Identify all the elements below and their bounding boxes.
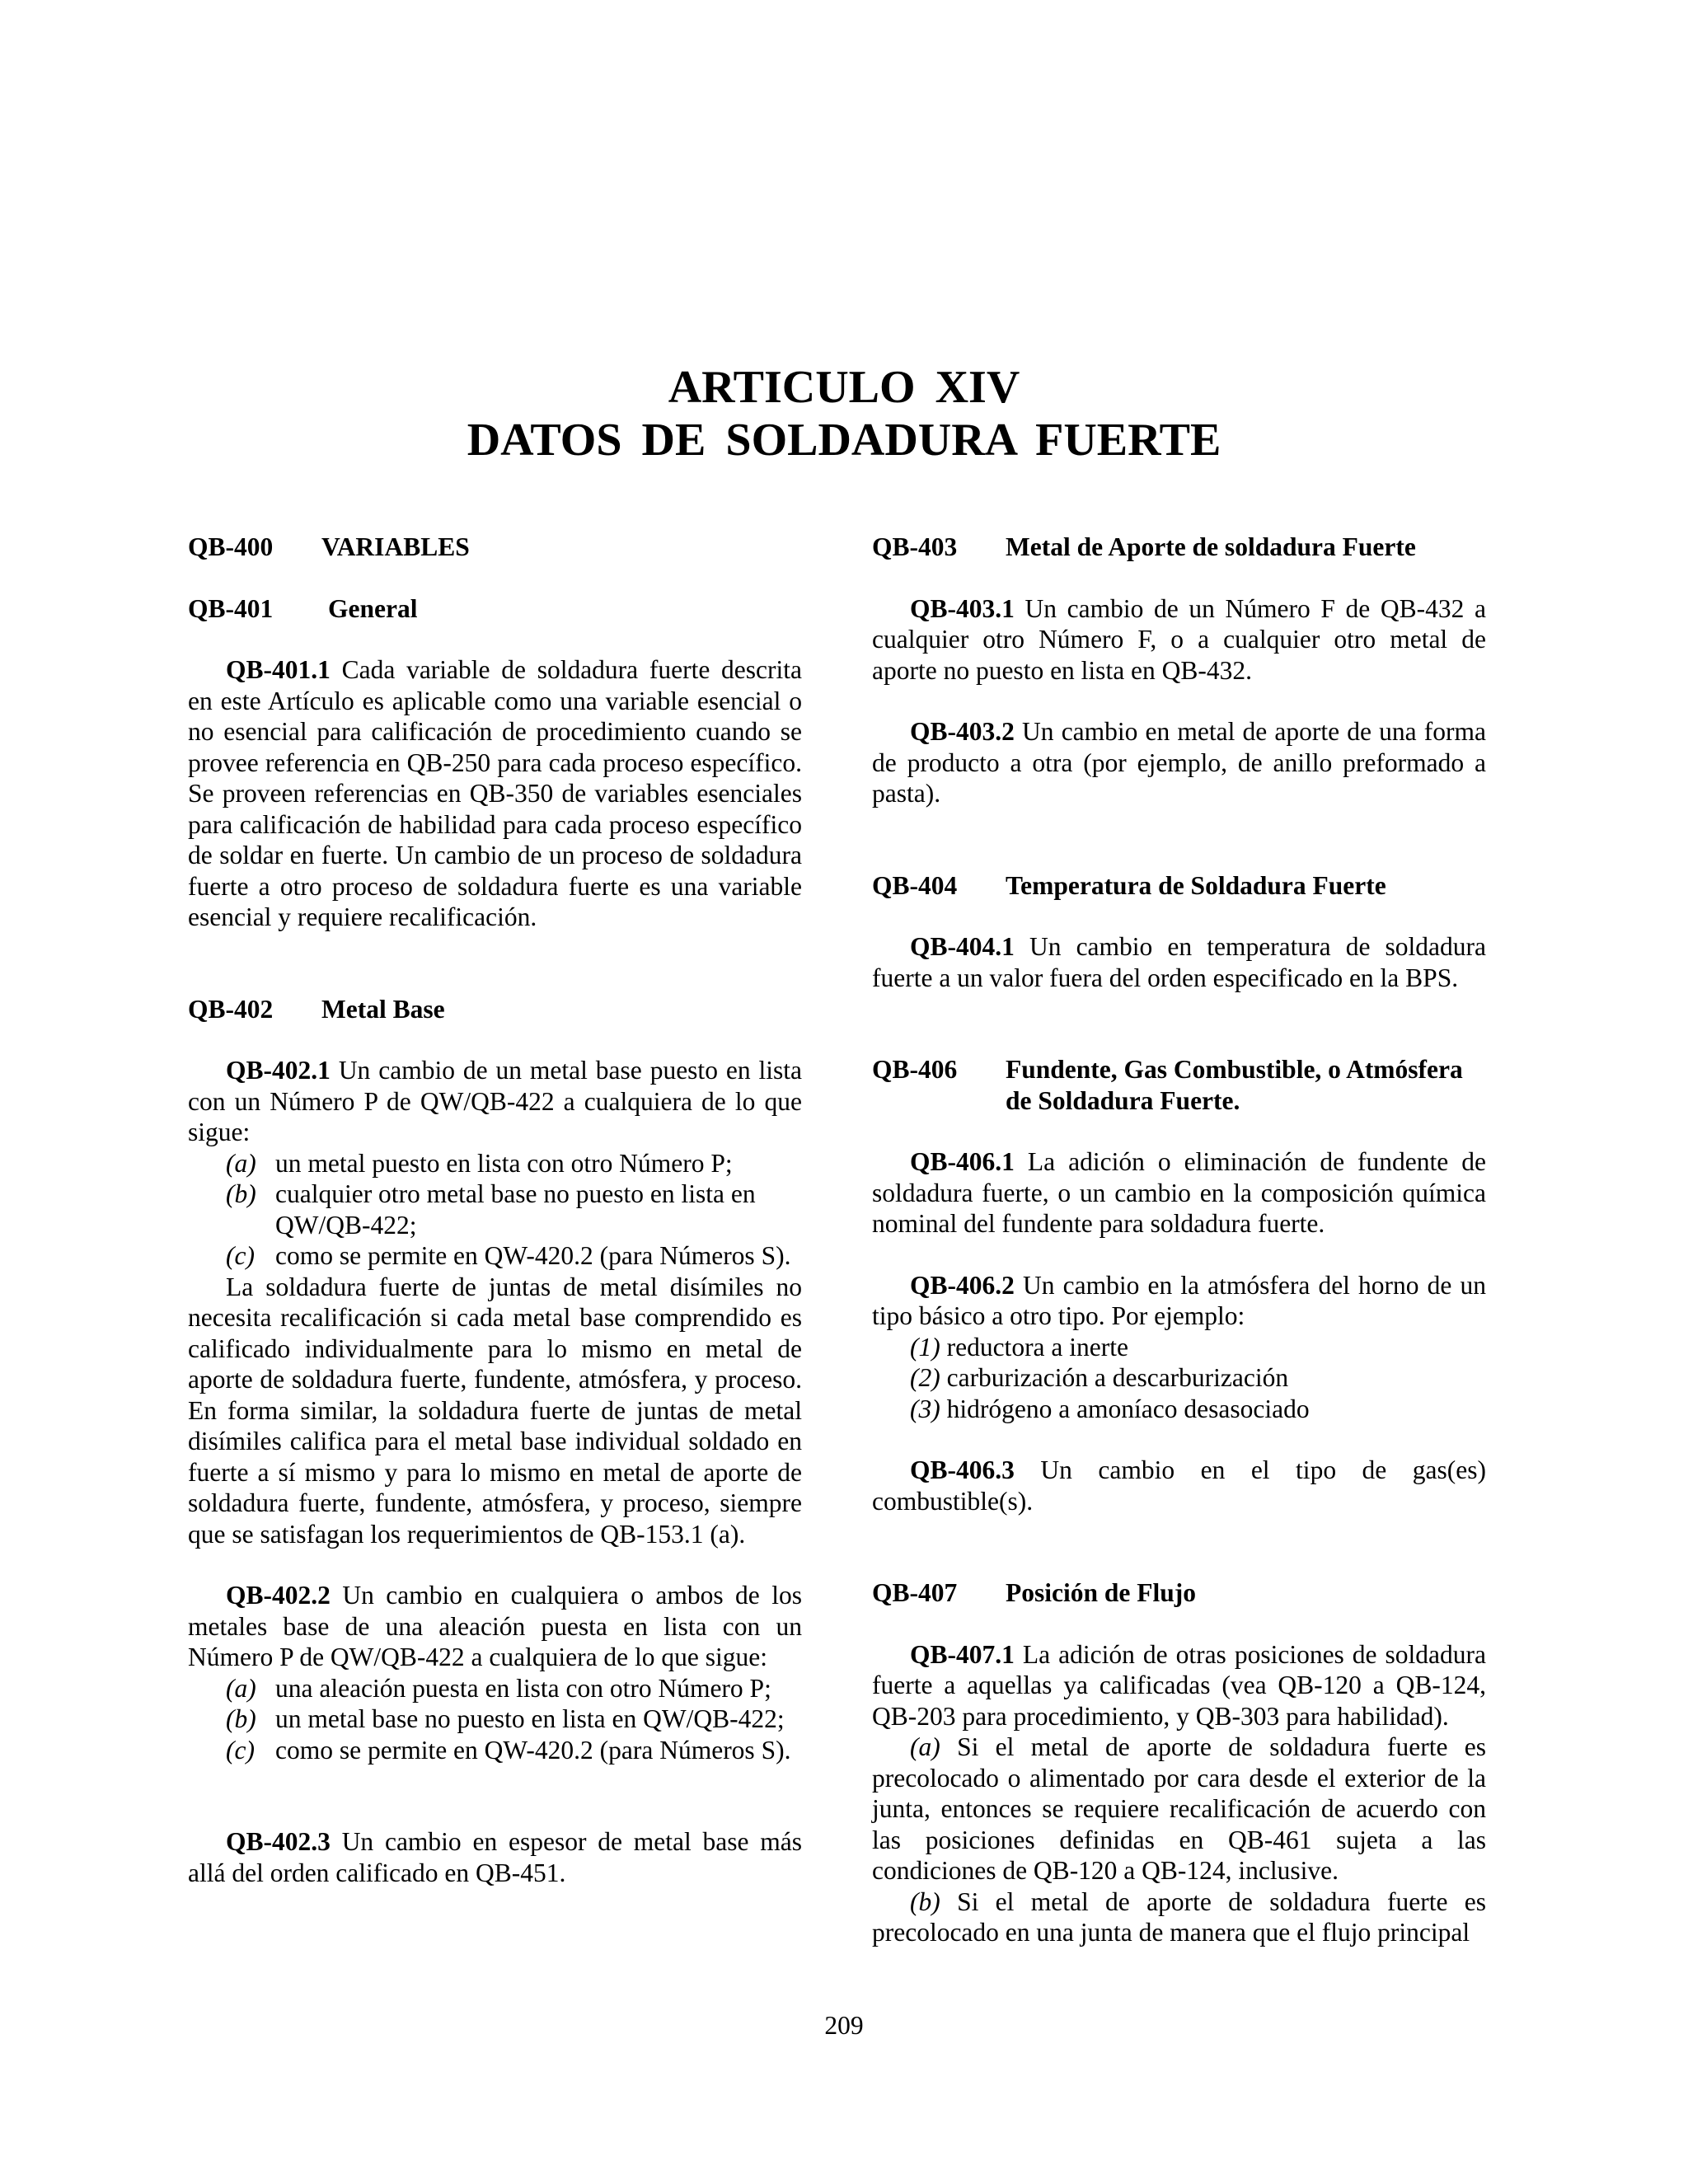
item-text: Si el metal de aporte de soldadura fuerte es precolocado o alimentado por cara desde el exterior de la junta, entonces se requiere recalificación de acuerdo con las posiciones definidas en QB-461 sujeta a las condiciones de QB-120 a QB-124, inclusive. — [872, 1732, 1486, 1885]
section-title: Metal Base — [321, 994, 445, 1024]
section-heading-qb407 — [872, 1577, 1486, 1609]
list-item — [188, 1704, 802, 1735]
item-label: (a) — [226, 1148, 256, 1178]
section-title: Posición de Flujo — [1006, 1578, 1197, 1607]
section-heading-qb403 — [872, 532, 1486, 563]
list-item — [872, 1332, 1486, 1363]
title-line-2: DATOS DE SOLDADURA FUERTE — [467, 415, 1221, 466]
paragraph-qb406-3 — [872, 1455, 1486, 1516]
section-number: QB-400 — [188, 532, 274, 561]
paragraph-qb406-1 — [872, 1146, 1486, 1240]
section-heading-qb402 — [188, 994, 802, 1025]
paragraph-text: Un cambio en metal de aporte de una forma de producto a otra (por ejemplo, de anillo preformado a pasta). — [872, 717, 1487, 808]
left-column — [188, 532, 802, 1919]
section-title: General — [328, 593, 418, 623]
page-title — [0, 361, 1688, 466]
paragraph-text: Un cambio de un metal base puesto en lista con un Número P de QW/QB-422 a cualquiera de lo que sigue: — [188, 1056, 802, 1146]
section-number: QB-407 — [872, 1578, 958, 1607]
section-number: QB-401 — [188, 593, 274, 623]
paragraph-text: Un cambio en la atmósfera del horno de un tipo básico a otro tipo. Por ejemplo: — [872, 1270, 1486, 1330]
section-heading-qb400 — [188, 532, 802, 563]
section-number: QB-403 — [872, 532, 958, 561]
paragraph-qb407-1 — [872, 1639, 1486, 1732]
item-text: como se permite en QW-420.2 (para Números S). — [275, 1735, 791, 1765]
paragraph-qb404-1 — [872, 931, 1486, 993]
item-label: (3) — [910, 1394, 940, 1423]
paragraph-id: QB-407.1 — [910, 1639, 1015, 1669]
item-text: carburización a descarburización — [946, 1363, 1289, 1392]
section-number: QB-406 — [872, 1055, 958, 1084]
paragraph-text: Un cambio en el tipo de gas(es) combustible(s). — [872, 1455, 1486, 1516]
paragraph-text: Un cambio de un Número F de QB-432 a cualquier otro Número F, o a cualquier otro metal de aporte no puesto en lista en QB-432. — [872, 593, 1486, 685]
paragraph-qb402-3 — [188, 1826, 802, 1888]
section-number: QB-402 — [188, 994, 274, 1024]
section-title-line-1: Fundente, Gas Combustible, o Atmósfera — [1006, 1055, 1463, 1084]
item-text: hidrógeno a amoníaco desasociado — [946, 1394, 1310, 1423]
page-number: 209 — [824, 2011, 864, 2040]
item-text: como se permite en QW-420.2 (para Números S). — [275, 1241, 791, 1270]
paragraph-id: QB-406.2 — [910, 1270, 1015, 1300]
section-heading-qb404 — [872, 870, 1486, 902]
item-text: reductora a inerte — [946, 1332, 1128, 1361]
paragraph-qb407-1-a — [872, 1732, 1486, 1886]
paragraph-id: QB-401.1 — [226, 655, 331, 684]
paragraph-id: QB-402.2 — [226, 1581, 331, 1610]
item-label: (b) — [226, 1704, 256, 1733]
paragraph-id: QB-406.3 — [910, 1455, 1015, 1484]
title-line-1: ARTICULO XIV — [668, 362, 1020, 413]
paragraph-qb402-1-continued: La soldadura fuerte de juntas de metal disímiles no necesita recalificación si cada metal base comprendido es calificado individualmente para lo mismo en metal de aporte de soldadura fuerte, fundente, atmósfera, y proceso. En forma similar, la soldadura fuerte de juntas de metal disímiles califica para el metal base individual soldado en fuerte a sí mismo y para lo mismo en metal de aporte de soldadura fuerte, fundente, atmósfera, y proceso, siempre que se satisfagan los requerimientos de QB-153.1 (a). — [188, 1272, 802, 1549]
item-label: (b) — [226, 1179, 256, 1208]
list-item — [188, 1673, 802, 1704]
paragraph-text: La adición de otras posiciones de soldadura fuerte a aquellas ya calificadas (vea QB-120 a QB-124, QB-203 para procedimiento, y QB-303 para habilidad). — [872, 1639, 1487, 1731]
paragraph-qb402-2 — [188, 1580, 802, 1673]
paragraph-text: Un cambio en cualquiera o ambos de los metales base de una aleación puesta en lista con un Número P de QW/QB-422 a cualquiera de lo que sigue: — [188, 1581, 802, 1671]
section-heading-qb401 — [188, 593, 802, 625]
list-item — [188, 1179, 802, 1240]
paragraph-qb403-2 — [872, 716, 1486, 809]
paragraph-qb406-2 — [872, 1270, 1486, 1332]
item-label: (a) — [910, 1732, 940, 1761]
paragraph-id: QB-402.1 — [226, 1056, 331, 1085]
paragraph-text: Un cambio en temperatura de soldadura fuerte a un valor fuera del orden especificado en la BPS. — [872, 932, 1486, 992]
list-item — [188, 1240, 802, 1272]
list-item — [188, 1735, 802, 1766]
paragraph-id: QB-403.2 — [910, 717, 1015, 746]
section-number: QB-404 — [872, 870, 958, 900]
item-text: una aleación puesta en lista con otro Número P; — [275, 1673, 771, 1703]
item-label: (c) — [226, 1241, 255, 1270]
paragraph-qb407-1-b — [872, 1886, 1486, 1948]
paragraph-text: Un cambio en espesor de metal base más allá del orden calificado en QB-451. — [188, 1827, 803, 1887]
section-title: Metal de Aporte de soldadura Fuerte — [1006, 532, 1416, 561]
item-text: un metal puesto en lista con otro Número P; — [275, 1148, 733, 1178]
item-label: (a) — [226, 1673, 256, 1703]
paragraph-qb403-1 — [872, 593, 1486, 687]
list-item — [872, 1394, 1486, 1425]
item-label: (2) — [910, 1363, 940, 1392]
section-title — [1006, 1054, 1486, 1116]
paragraph-text: Cada variable de soldadura fuerte descrita en este Artículo es aplicable como una variable esencial o no esencial para calificación de procedimiento cuando se provee referencia en QB-250 para cada proceso específico. Se proveen referencias en QB-350 de variables esenciales para calificación de habilidad para cada proceso específico de soldar en fuerte. Un cambio de un proceso de soldadura fuerte a otro proceso de soldadura fuerte es una variable esencial y requiere recalificación. — [188, 655, 802, 931]
section-title: VARIABLES — [321, 532, 470, 561]
paragraph-text: La adición o eliminación de fundente de soldadura fuerte, o un cambio en la composición química nominal del fundente para soldadura fuerte. — [872, 1147, 1487, 1238]
list-item — [188, 1148, 802, 1179]
list-item — [872, 1362, 1486, 1394]
item-label: (c) — [226, 1735, 255, 1765]
paragraph-id: QB-406.1 — [910, 1147, 1015, 1176]
right-column — [872, 532, 1486, 1948]
paragraph-qb402-1 — [188, 1055, 802, 1148]
item-label: (1) — [910, 1332, 940, 1361]
paragraph-qb401-1 — [188, 654, 802, 933]
section-title-line-2: de Soldadura Fuerte. — [1006, 1085, 1240, 1115]
item-text: Si el metal de aporte de soldadura fuerte es precolocado en una junta de manera que el flujo principal — [872, 1886, 1486, 1947]
item-label: (b) — [910, 1886, 940, 1916]
item-text: un metal base no puesto en lista en QW/QB-422; — [275, 1704, 785, 1733]
section-heading-qb406 — [872, 1054, 1486, 1116]
paragraph-id: QB-404.1 — [910, 932, 1015, 961]
paragraph-id: QB-402.3 — [226, 1827, 331, 1856]
paragraph-id: QB-403.1 — [910, 593, 1015, 623]
section-title: Temperatura de Soldadura Fuerte — [1006, 870, 1386, 900]
item-text: cualquier otro metal base no puesto en lista en QW/QB-422; — [275, 1179, 756, 1240]
